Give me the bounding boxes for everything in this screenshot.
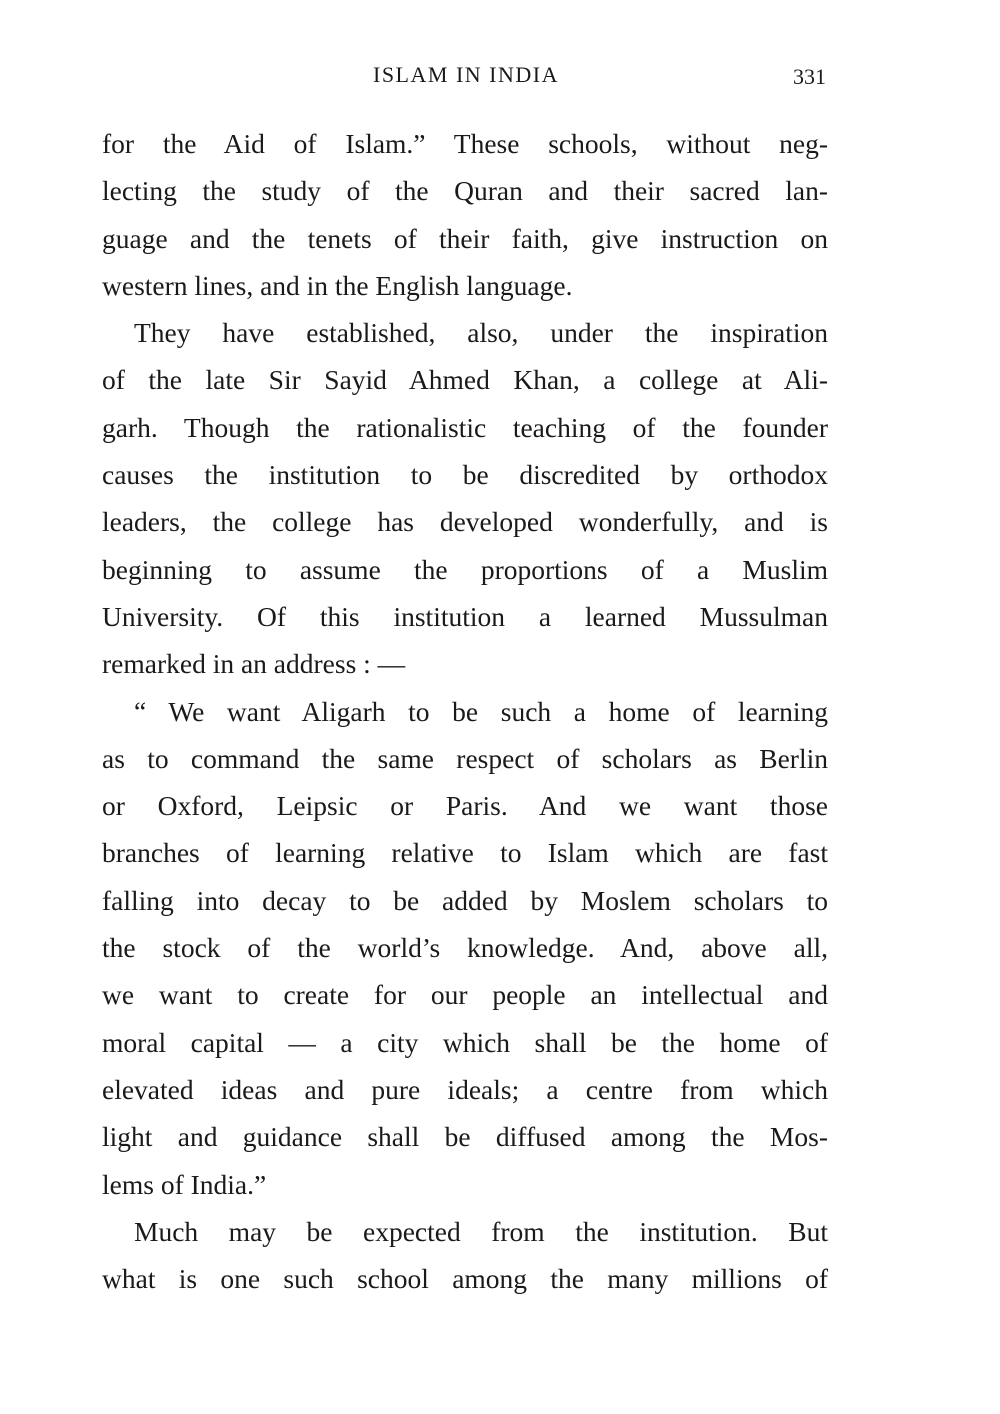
text-line: as to command the same respect of scholars as Berlin bbox=[102, 742, 828, 774]
text-line: beginning to assume the proportions of a Muslim bbox=[102, 553, 828, 585]
running-header bbox=[102, 62, 830, 92]
text-line: They have established, also, under the inspiration bbox=[134, 317, 828, 349]
text-line: lecting the study of the Quran and their sacred lan- bbox=[102, 175, 828, 207]
text-line: Much may be expected from the institution. But bbox=[134, 1215, 828, 1247]
text-line: “ We want Aligarh to be such a home of learning bbox=[134, 695, 828, 727]
text-line: for the Aid of Islam.” These schools, without neg- bbox=[102, 128, 828, 159]
text-line: the stock of the world’s knowledge. And, above all, bbox=[102, 932, 828, 964]
text-line: moral capital — a city which shall be the home of bbox=[102, 1026, 828, 1058]
body-text bbox=[102, 120, 828, 1302]
running-title: ISLAM IN INDIA bbox=[373, 62, 559, 87]
text-line: guage and the tenets of their faith, give instruction on bbox=[102, 222, 828, 254]
text-line: western lines, and in the English language. bbox=[102, 269, 573, 301]
text-line: of the late Sir Sayid Ahmed Khan, a college at Ali- bbox=[102, 364, 828, 396]
text-line: leaders, the college has developed wonderfully, and is bbox=[102, 506, 828, 538]
text-line: light and guidance shall be diffused among the Mos- bbox=[102, 1121, 828, 1153]
text-line: remarked in an address : — bbox=[102, 648, 406, 680]
text-line: branches of learning relative to Islam which are fast bbox=[102, 837, 828, 869]
text-line: elevated ideas and pure ideals; a centre from which bbox=[102, 1073, 828, 1105]
text-line: or Oxford, Leipsic or Paris. And we want those bbox=[102, 790, 828, 822]
text-line: what is one such school among the many millions of bbox=[102, 1263, 828, 1295]
text-line: we want to create for our people an intellectual and bbox=[102, 979, 828, 1011]
text-line: University. Of this institution a learned Mussulman bbox=[102, 600, 828, 632]
text-line: causes the institution to be discredited by orthodox bbox=[102, 459, 828, 491]
page-number: 331 bbox=[793, 64, 826, 89]
text-line: falling into decay to be added by Moslem scholars to bbox=[102, 884, 828, 916]
text-line: lems of India.” bbox=[102, 1168, 267, 1200]
text-line: garh. Though the rationalistic teaching of the founder bbox=[102, 411, 828, 443]
